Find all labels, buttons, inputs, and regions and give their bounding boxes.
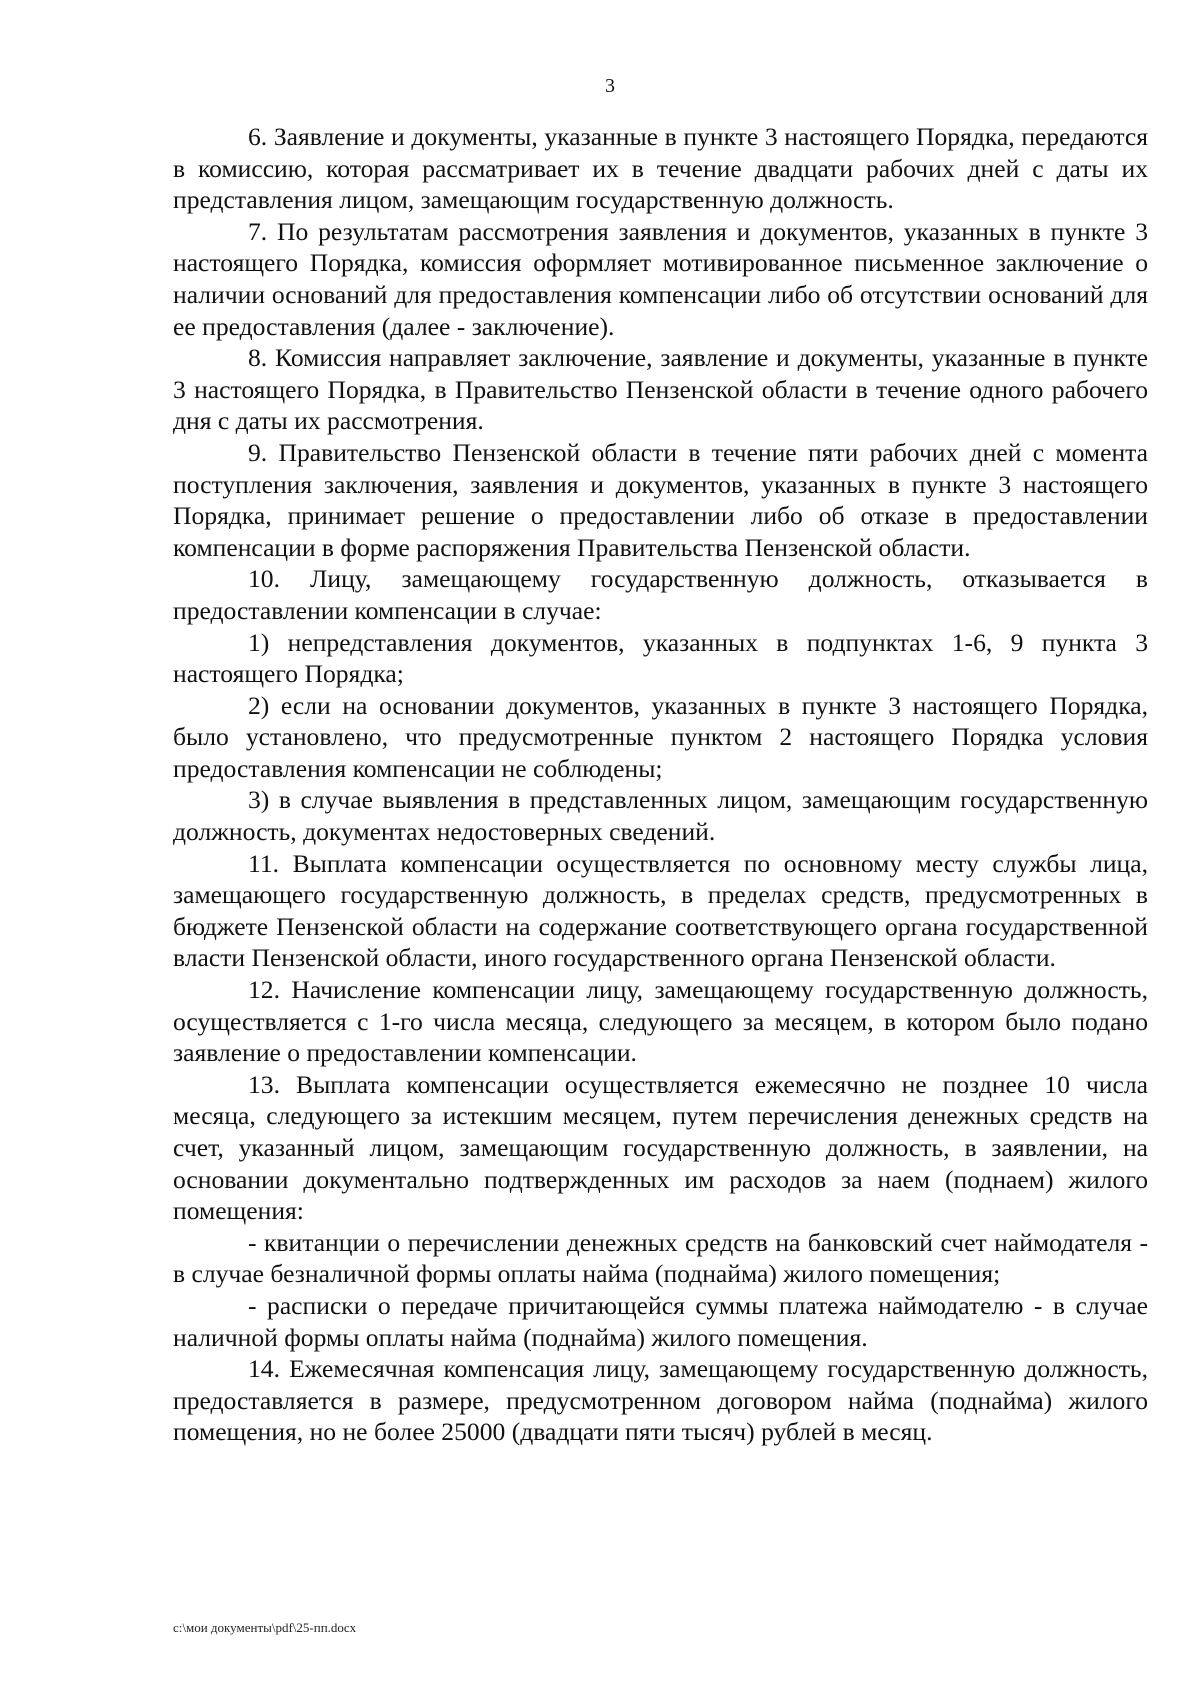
document-body: [173, 121, 1148, 1448]
paragraph-13: 13. Выплата компенсации осуществляется ежемесячно не позднее 10 числа месяца, следующего за истекшим месяцем, путем перечисления денежных средств на счет, указанный лицом, замещающим государственную должность, в заявлении, на основании документально подтвержденных им расходов за наем (поднаем) жилого помещения:: [173, 1069, 1148, 1226]
footer-file-path: c:\мои документы\pdf\25-пп.docx: [173, 1620, 357, 1635]
paragraph-10: 10. Лицу, замещающему государственную должность, отказывается в предоставлении компенсации в случае:: [173, 564, 1148, 625]
paragraph-6: 6. Заявление и документы, указанные в пункте 3 настоящего Порядка, передаются в комиссию, которая рассматривает их в течение двадцати рабочих дней с даты их представления лицом, замещающим государственную должность.: [173, 122, 1148, 215]
paragraph-12: 12. Начисление компенсации лицу, замещающему государственную должность, осуществляется с 1-го числа месяца, следующего за месяцем, в котором было подано заявление о предоставлении компенсации.: [173, 975, 1148, 1068]
paragraph-11: 11. Выплата компенсации осуществляется по основному месту службы лица, замещающего государственную должность, в пределах средств, предусмотренных в бюджете Пензенской области на содержание соответствующего органа государственной власти Пензенской области, иного государственного органа Пензенской области.: [173, 848, 1148, 973]
paragraph-8: 8. Комиссия направляет заключение, заявление и документы, указанные в пункте 3 настоящего Порядка, в Правительство Пензенской области в течение одного рабочего дня с даты их рассмотрения.: [173, 343, 1148, 436]
paragraph-10-item-2: 2) если на основании документов, указанных в пункте 3 настоящего Порядка, было установлено, что предусмотренные пунктом 2 настоящего Порядка условия предоставления компенсации не соблюдены;: [173, 690, 1148, 783]
paragraph-9: 9. Правительство Пензенской области в течение пяти рабочих дней с момента поступления заключения, заявления и документов, указанных в пункте 3 настоящего Порядка, принимает решение о предоставлении либо об отказе в предоставлении компенсации в форме распоряжения Правительства Пензенской области.: [173, 437, 1148, 562]
paragraph-7: 7. По результатам рассмотрения заявления и документов, указанных в пункте 3 настоящего Порядка, комиссия оформляет мотивированное письменное заключение о наличии оснований для предоставления компенсации либо об отсутствии оснований для ее предоставления (далее - заключение).: [173, 216, 1148, 341]
paragraph-10-item-1: 1) непредставления документов, указанных в подпунктах 1-6, 9 пункта 3 настоящего Порядка;: [173, 627, 1148, 689]
paragraph-10-item-3: 3) в случае выявления в представленных лицом, замещающим государственную должность, документах недостоверных сведений.: [173, 785, 1148, 847]
paragraph-13-bullet-1: - квитанции о перечислении денежных средств на банковский счет наймодателя - в случае безналичной формы оплаты найма (поднайма) жилого помещения;: [173, 1227, 1148, 1289]
paragraph-13-bullet-2: - расписки о передаче причитающейся суммы платежа наймодателю - в случае наличной формы оплаты найма (поднайма) жилого помещения.: [173, 1290, 1148, 1352]
paragraph-14: 14. Ежемесячная компенсация лицу, замещающему государственную должность, предоставляется в размере, предусмотренном договором найма (поднайма) жилого помещения, но не более 25000 (двадцати пяти тысяч) рублей в месяц.: [173, 1354, 1148, 1447]
page-number: 3: [605, 75, 615, 97]
